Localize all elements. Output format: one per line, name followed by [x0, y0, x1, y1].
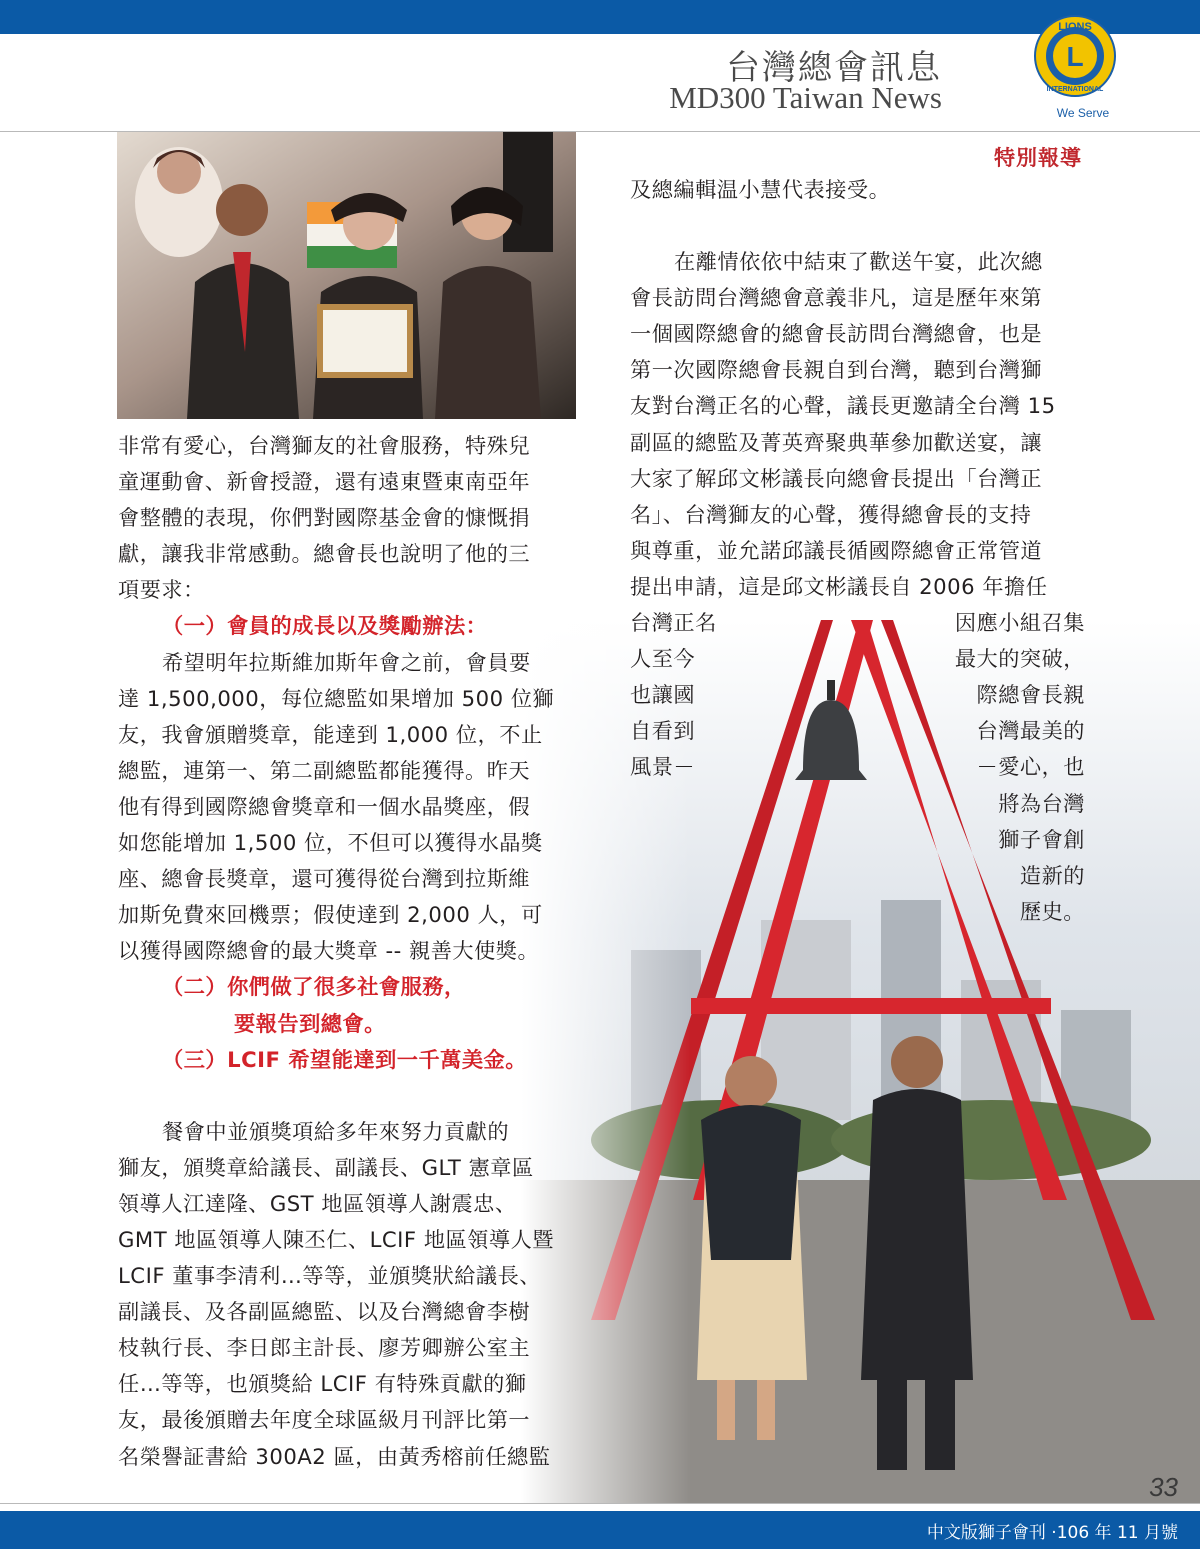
wrapped-left: 也讓國 [630, 682, 696, 708]
text-line: 座、總會長獎章，還可獲得從台灣到拉斯維 [118, 866, 531, 892]
wrapped-left: 人至今 [630, 646, 696, 672]
wrapped-line [630, 894, 1085, 930]
section-label: 特別報導 [994, 145, 1082, 170]
header-title-zh: 台灣總會訊息 [726, 48, 942, 88]
wrapped-line [630, 822, 1085, 858]
logo-motto: We Serve [1056, 106, 1110, 120]
wrapped-right: 獅子會創 [998, 826, 1085, 852]
text-line: 以獲得國際總會的最大獎章 -- 親善大使獎。 [118, 938, 540, 964]
wrapped-right: 因應小組召集 [954, 610, 1085, 636]
award-presentation-photo [117, 132, 576, 419]
text-line: 領導人江達隆、GST 地區領導人謝震忠、 [118, 1190, 517, 1216]
requirement-3-heading: （三）LCIF 希望能達到一千萬美金。 [162, 1046, 527, 1072]
text-line: 枝執行長、李日郎主計長、廖芳卿辦公室主 [118, 1335, 531, 1361]
text-line: 名」、台灣獅友的心聲，獲得總會長的支持 [630, 501, 1032, 527]
text-line: 友，最後頒贈去年度全球區級月刊評比第一 [118, 1407, 531, 1433]
text-line: LCIF 董事李清利…等等，並頒獎狀給議長、 [118, 1263, 541, 1289]
wrapped-left: 風景－ [630, 754, 696, 780]
text-line: 加斯免費來回機票；假使達到 2,000 人，可 [118, 902, 543, 928]
requirement-2-heading: （二）你們做了很多社會服務， [162, 974, 466, 1000]
text-line: 總監，連第一、第二副總監都能獲得。昨天 [118, 757, 531, 783]
text-line: 他有得到國際總會獎章和一個水晶獎座，假 [118, 793, 531, 819]
text-line: 希望明年拉斯維加斯年會之前，會員要 [162, 649, 531, 675]
text-line: 會長訪問台灣總會意義非凡，這是歷年來第 [630, 285, 1043, 311]
logo-letter: L [1066, 41, 1084, 72]
top-color-bar [0, 0, 1200, 34]
logo-bottom-text: INTERNATIONAL [1046, 86, 1104, 93]
wrapped-right: －愛心，也 [976, 754, 1085, 780]
wrapped-left: 台灣正名 [630, 610, 717, 636]
text-line: 大家了解邱文彬議長向總會長提出「台灣正 [630, 465, 1043, 491]
text-line: 達 1,500,000，每位總監如果增加 500 位獅 [118, 685, 555, 711]
text-line: 獅友，頒獎章給議長、副議長、GLT 憲章區 [118, 1154, 534, 1180]
logo-top-text: LIONS [1058, 21, 1092, 33]
wrapped-line [630, 749, 1085, 785]
text-line: 及總編輯温小慧代表接受。 [630, 177, 891, 202]
requirement-1-heading: （一）會員的成長以及獎勵辦法： [162, 613, 488, 639]
wrapped-line [630, 641, 1085, 677]
wrapped-right: 將為台灣 [998, 790, 1085, 816]
requirement-2-heading-cont: 要報告到總會。 [234, 1010, 386, 1036]
text-line: 在離情依依中結束了歡送午宴，此次總 [674, 249, 1043, 275]
wrapped-line [630, 858, 1085, 894]
text-line: 非常有愛心，台灣獅友的社會服務，特殊兒 [118, 433, 531, 458]
wrapped-line [630, 605, 1085, 641]
wrapped-right: 台灣最美的 [976, 718, 1085, 744]
text-line: 友，我會頒贈獎章，能達到 1,000 位，不止 [118, 721, 543, 747]
text-line: 童運動會、新會授證，還有遠東暨東南亞年 [118, 469, 531, 495]
text-line: 友對台灣正名的心聲，議長更邀請全台灣 15 [630, 393, 1056, 419]
text-line: 獻，讓我非常感動。總會長也說明了他的三 [118, 541, 531, 567]
wrapped-right: 最大的突破， [954, 646, 1085, 672]
wrapped-right: 造新的 [1019, 862, 1085, 888]
text-line: 任…等等，也頒獎給 LCIF 有特殊貢獻的獅 [118, 1371, 527, 1397]
left-column-text [118, 428, 578, 1475]
text-line: 項要求： [118, 577, 205, 603]
wrapped-line [630, 677, 1085, 713]
right-column-text [630, 172, 1085, 930]
page-number: 33 [1149, 1472, 1178, 1502]
text-line: 副議長、及各副區總監、以及台灣總會李樹 [118, 1299, 531, 1325]
text-line: 與尊重，並允諾邱議長循國際總會正常管道 [630, 537, 1043, 563]
wrapped-left: 自看到 [630, 718, 696, 744]
text-line: 副區的總監及菁英齊聚典華參加歡送宴，讓 [630, 429, 1043, 455]
text-line: 一個國際總會的總會長訪問台灣總會，也是 [630, 321, 1043, 347]
header-title-en: MD300 Taiwan News [669, 80, 942, 115]
text-line: 餐會中並頒獎項給多年來努力貢獻的 [162, 1118, 510, 1144]
wrapped-right: 際總會長親 [976, 682, 1085, 708]
text-line: 如您能增加 1,500 位，不但可以獲得水晶獎 [118, 830, 543, 856]
wrapped-line [630, 713, 1085, 749]
wrapped-line [630, 786, 1085, 822]
wrapped-right: 歷史。 [1019, 898, 1085, 924]
text-line: 第一次國際總會長親自到台灣，聽到台灣獅 [630, 357, 1043, 383]
text-line: 提出申請，這是邱文彬議長自 2006 年擔任 [630, 573, 1048, 599]
lions-logo [1032, 12, 1118, 106]
footer-divider [0, 1503, 1200, 1504]
text-line: GMT 地區領導人陳丕仁、LCIF 地區領導人暨 [118, 1226, 554, 1252]
publication-footer: 中文版獅子會刊 ‧106 年 11 月號 [926, 1523, 1178, 1543]
text-line: 會整體的表現，你們對國際基金會的慷慨捐 [118, 505, 531, 531]
text-line: 名榮譽証書給 300A2 區，由黃秀榕前任總監 [118, 1443, 551, 1469]
